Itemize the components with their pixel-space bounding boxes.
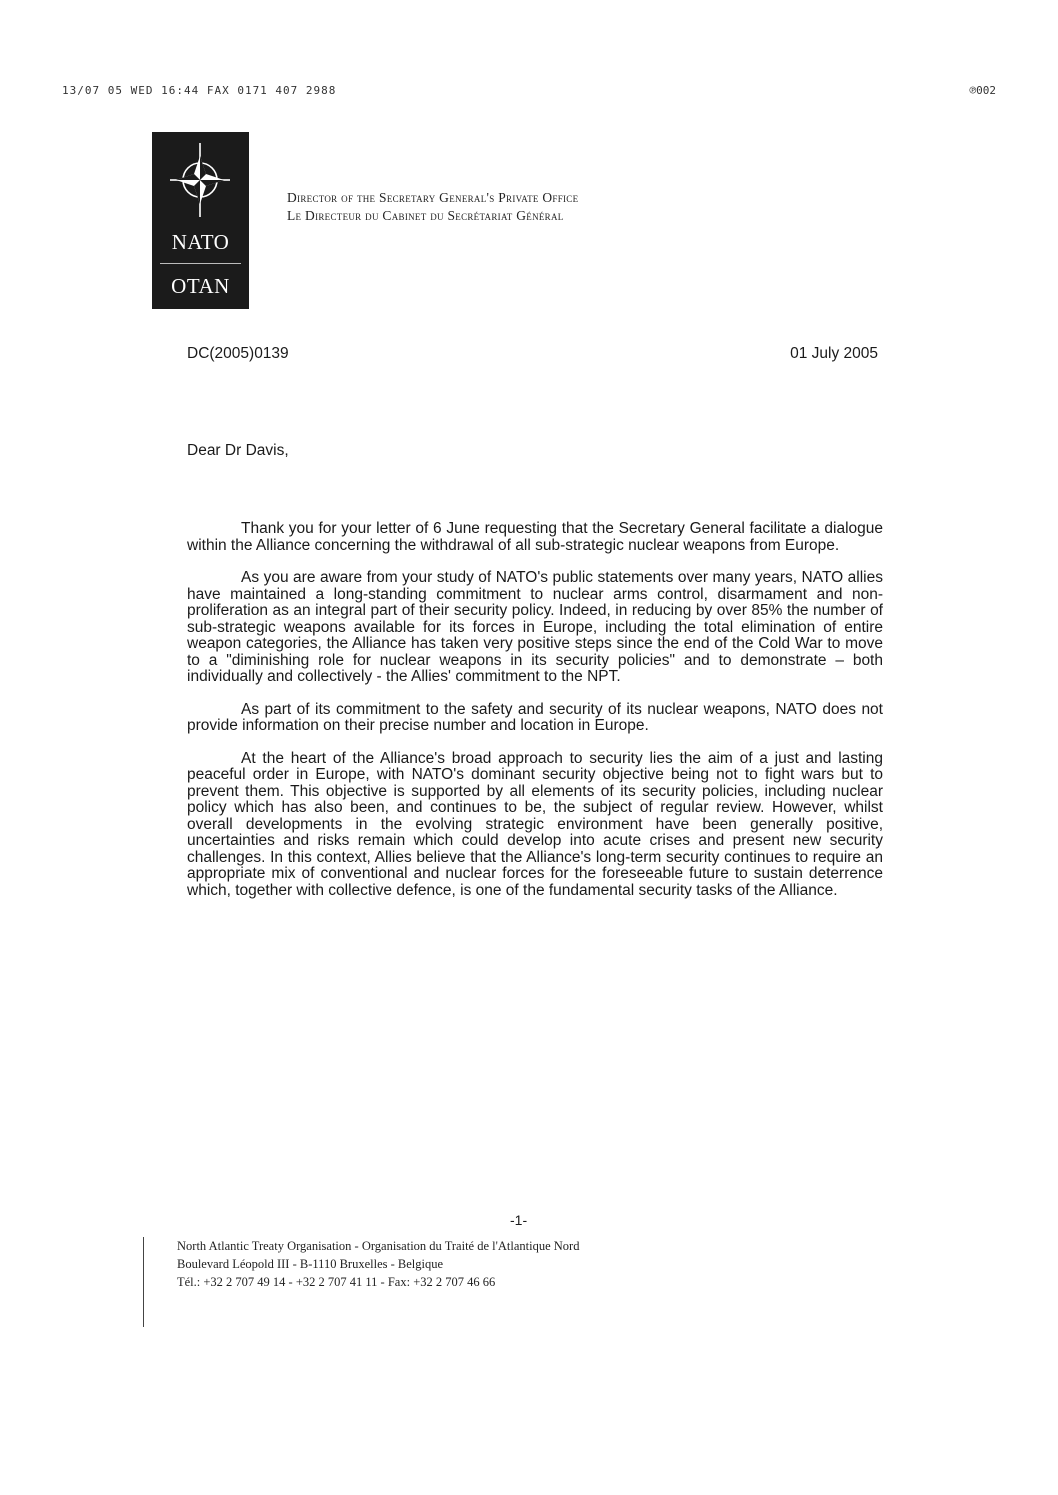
page-number: -1- [510,1212,528,1228]
paragraph: As part of its commitment to the safety and security of its nuclear weapons, NATO does not provide information on their precise number and location in Europe. [187,700,883,734]
salutation: Dear Dr Davis, [187,442,289,459]
compass-rose-icon [168,140,232,222]
office-heading [287,189,578,225]
footer-organisation: North Atlantic Treaty Organisation - Organisation du Traité de l'Atlantique Nord [177,1239,580,1253]
nato-logo [152,132,249,309]
reference-number: DC(2005)0139 [187,345,289,362]
footer-address: Boulevard Léopold III - B-1110 Bruxelles - Belgique [177,1257,444,1271]
fax-page-marker: ℗002 [969,84,996,97]
office-line-english: Director of the Secretary General's Private Office [287,190,579,205]
paragraph: As you are aware from your study of NATO's public statements over many years, NATO allies have maintained a long-standing commitment to nuclear arms control, disarmament and non-proliferation as an integral part of their security policy. Indeed, in reducing by over 85% the number of sub-strategic weapons available for its forces in Europe, including the total elimination of entire weapon categories, the Alliance has taken very positive steps since the end of the Cold War to move to a "diminishing role for nuclear weapons in its security policies" and to demonstrate – both individually and collectively - the Allies' commitment to the NPT. [187,569,883,685]
paragraph: Thank you for your letter of 6 June requesting that the Secretary General facilitate a dialogue within the Alliance concerning the withdrawal of all sub-strategic nuclear weapons from Europe. [187,520,883,554]
footer-address-block [143,1237,579,1327]
paragraph: At the heart of the Alliance's broad approach to security lies the aim of a just and lasting peaceful order in Europe, with NATO's dominant security objective being not to fight wars but to prevent them. This objective is supported by all elements of its security policies, including nuclear policy which has also been, and continues to be, the subject of regular review. However, whilst overall developments in the evolving strategic environment have been generally positive, uncertainties and risks remain which could develop into acute crises and present new security challenges. In this context, Allies believe that the Alliance's long-term security continues to require an appropriate mix of conventional and nuclear forces for the foreseeable future to sustain deterrence which, together with collective defence, is one of the fundamental security tasks of the Alliance. [187,749,883,899]
letter-date: 01 July 2005 [790,345,878,362]
letter-body [187,521,883,915]
footer-contact: Tél.: +32 2 707 49 14 - +32 2 707 41 11 - Fax: +32 2 707 46 66 [177,1275,496,1289]
logo-nato-text: NATO [171,230,230,254]
logo-divider [160,263,241,264]
office-line-french: Le Directeur du Cabinet du Secrétariat Général [287,208,564,223]
fax-header-line: 13/07 05 WED 16:44 FAX 0171 407 2988 [62,84,337,97]
logo-otan-text: OTAN [171,274,230,298]
